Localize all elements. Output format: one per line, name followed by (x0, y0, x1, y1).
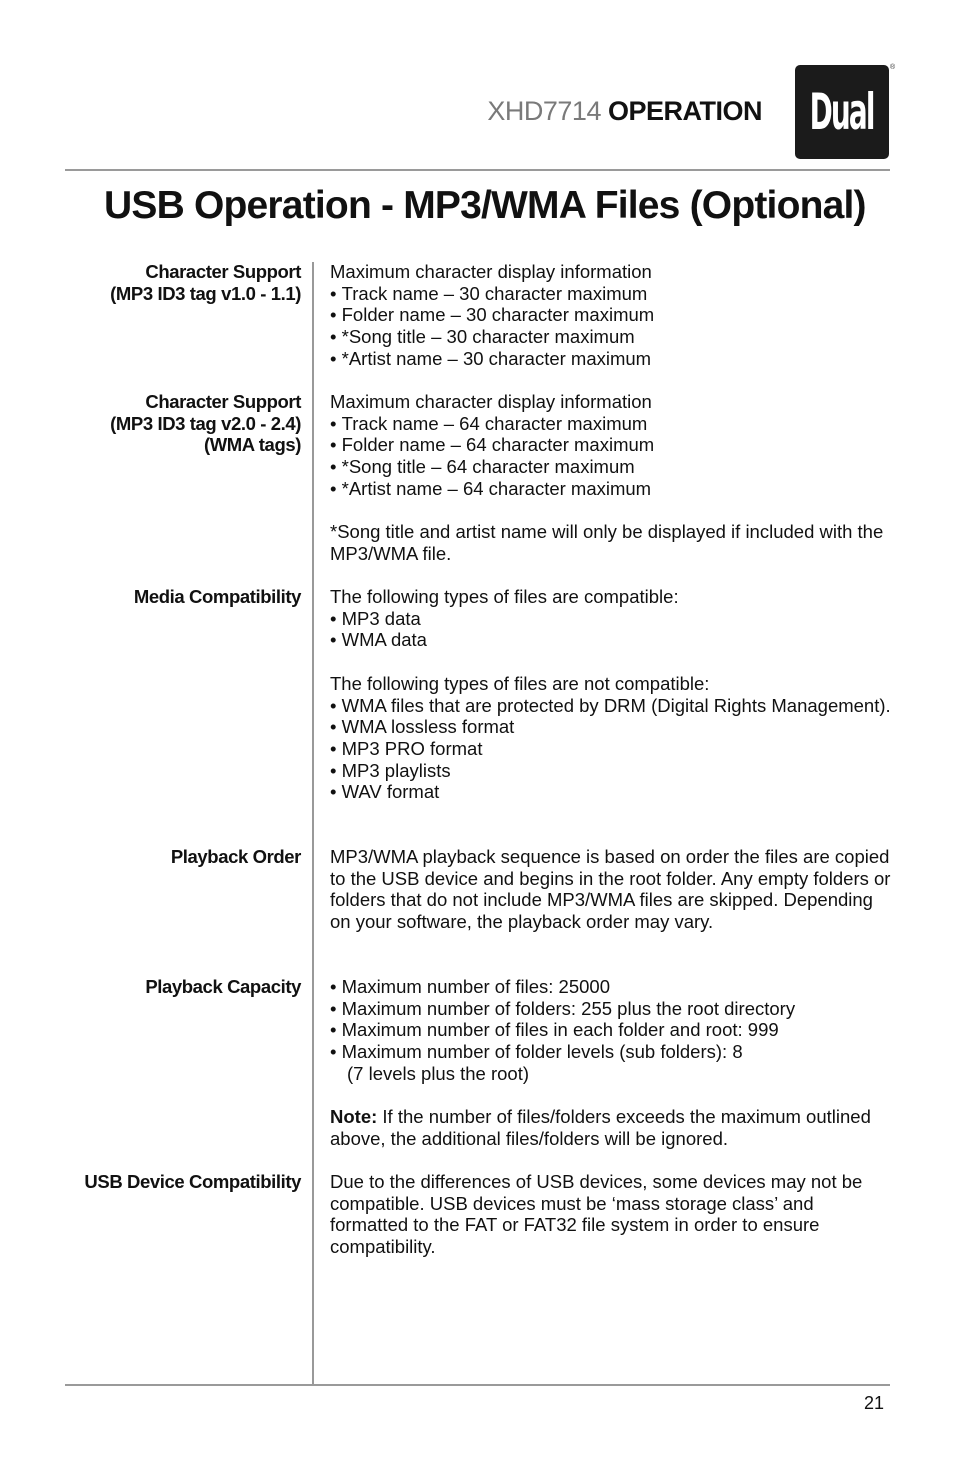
registered-mark: ® (890, 64, 896, 71)
section-label: Playback Order (170, 846, 301, 867)
section-label: Media Compatibility (133, 586, 301, 607)
section-content (330, 976, 895, 1150)
section-label: Character Support (MP3 ID3 tag v1.0 - 1.1) (110, 261, 301, 304)
section-label: USB Device Compatibility (84, 1171, 301, 1192)
incompatible-intro: The following types of files are not compatible: (330, 672, 710, 694)
model-name: XHD7714 (487, 96, 601, 126)
section-content (330, 846, 895, 933)
limits-list (330, 283, 895, 370)
section-content (330, 391, 895, 565)
note-label: Note: (330, 1106, 378, 1128)
bottom-divider (65, 1384, 890, 1386)
section-content (330, 1171, 895, 1258)
list-item: • Folder name – 30 character maximum (330, 304, 895, 326)
compatible-intro: The following types of files are compatible: (330, 586, 679, 607)
list-item: • MP3 data (330, 608, 895, 630)
intro-text: Maximum character display information (330, 261, 652, 282)
list-item: • MP3 playlists (330, 760, 895, 782)
footnote: *Song title and artist name will only be displayed if included with the MP3/WMA file. (330, 521, 884, 564)
note (330, 1106, 895, 1149)
list-item: • *Artist name – 30 character maximum (330, 348, 895, 370)
compatible-list (330, 608, 895, 651)
top-divider (65, 169, 890, 171)
list-item: • MP3 PRO format (330, 738, 895, 760)
limits-list (330, 413, 895, 500)
page-number: 21 (863, 1393, 884, 1413)
body-text: Due to the differences of USB devices, some devices may not be compatible. USB devices must be ‘mass storage class’ and formatted to the FAT or FAT32 file system in order to ensure compatibility. (330, 1171, 863, 1258)
section-label: Playback Capacity (145, 976, 301, 997)
list-item: • WMA files that are protected by DRM (Digital Rights Management). (330, 695, 895, 717)
list-item: • *Artist name – 64 character maximum (330, 478, 895, 500)
section-label: Character Support (MP3 ID3 tag v2.0 - 2.4) (WMA tags) (110, 391, 301, 456)
list-item: • *Song title – 64 character maximum (330, 456, 895, 478)
list-item: • Maximum number of files: 25000 (330, 976, 895, 998)
dual-logo (795, 65, 889, 159)
section-content (330, 586, 895, 803)
list-item: • Maximum number of files in each folder and root: 999 (330, 1019, 895, 1041)
body-text: MP3/WMA playback sequence is based on order the files are copied to the USB device and begins in the root folder. Any empty folders or folders that do not include MP3/WMA files are skipped. Depending on your software, the playback order may vary. (330, 846, 891, 933)
list-item: • Folder name – 64 character maximum (330, 434, 895, 456)
intro-text: Maximum character display information (330, 391, 652, 412)
list-item: • Track name – 30 character maximum (330, 283, 895, 305)
section-content (330, 261, 895, 370)
list-item: • Maximum number of folder levels (sub folders): 8 (330, 1041, 895, 1063)
incompatible-list (330, 695, 895, 804)
list-item: • *Song title – 30 character maximum (330, 326, 895, 348)
list-item-continuation: (7 levels plus the root) (347, 1062, 530, 1084)
logo-text: Dual (810, 83, 874, 141)
list-item: • Maximum number of folders: 255 plus the root directory (330, 998, 895, 1020)
list-item: • WMA lossless format (330, 716, 895, 738)
list-item: • WAV format (330, 781, 895, 803)
page-title: USB Operation - MP3/WMA Files (Optional) (104, 184, 866, 227)
list-item: • WMA data (330, 629, 895, 651)
note-text: If the number of files/folders exceeds the maximum outlined above, the additional files/folders will be ignored. (330, 1106, 871, 1149)
list-item: • Track name – 64 character maximum (330, 413, 895, 435)
operation-label: OPERATION (607, 96, 762, 126)
column-divider (312, 262, 314, 1386)
header-title (487, 96, 762, 127)
capacity-list (330, 976, 895, 1063)
